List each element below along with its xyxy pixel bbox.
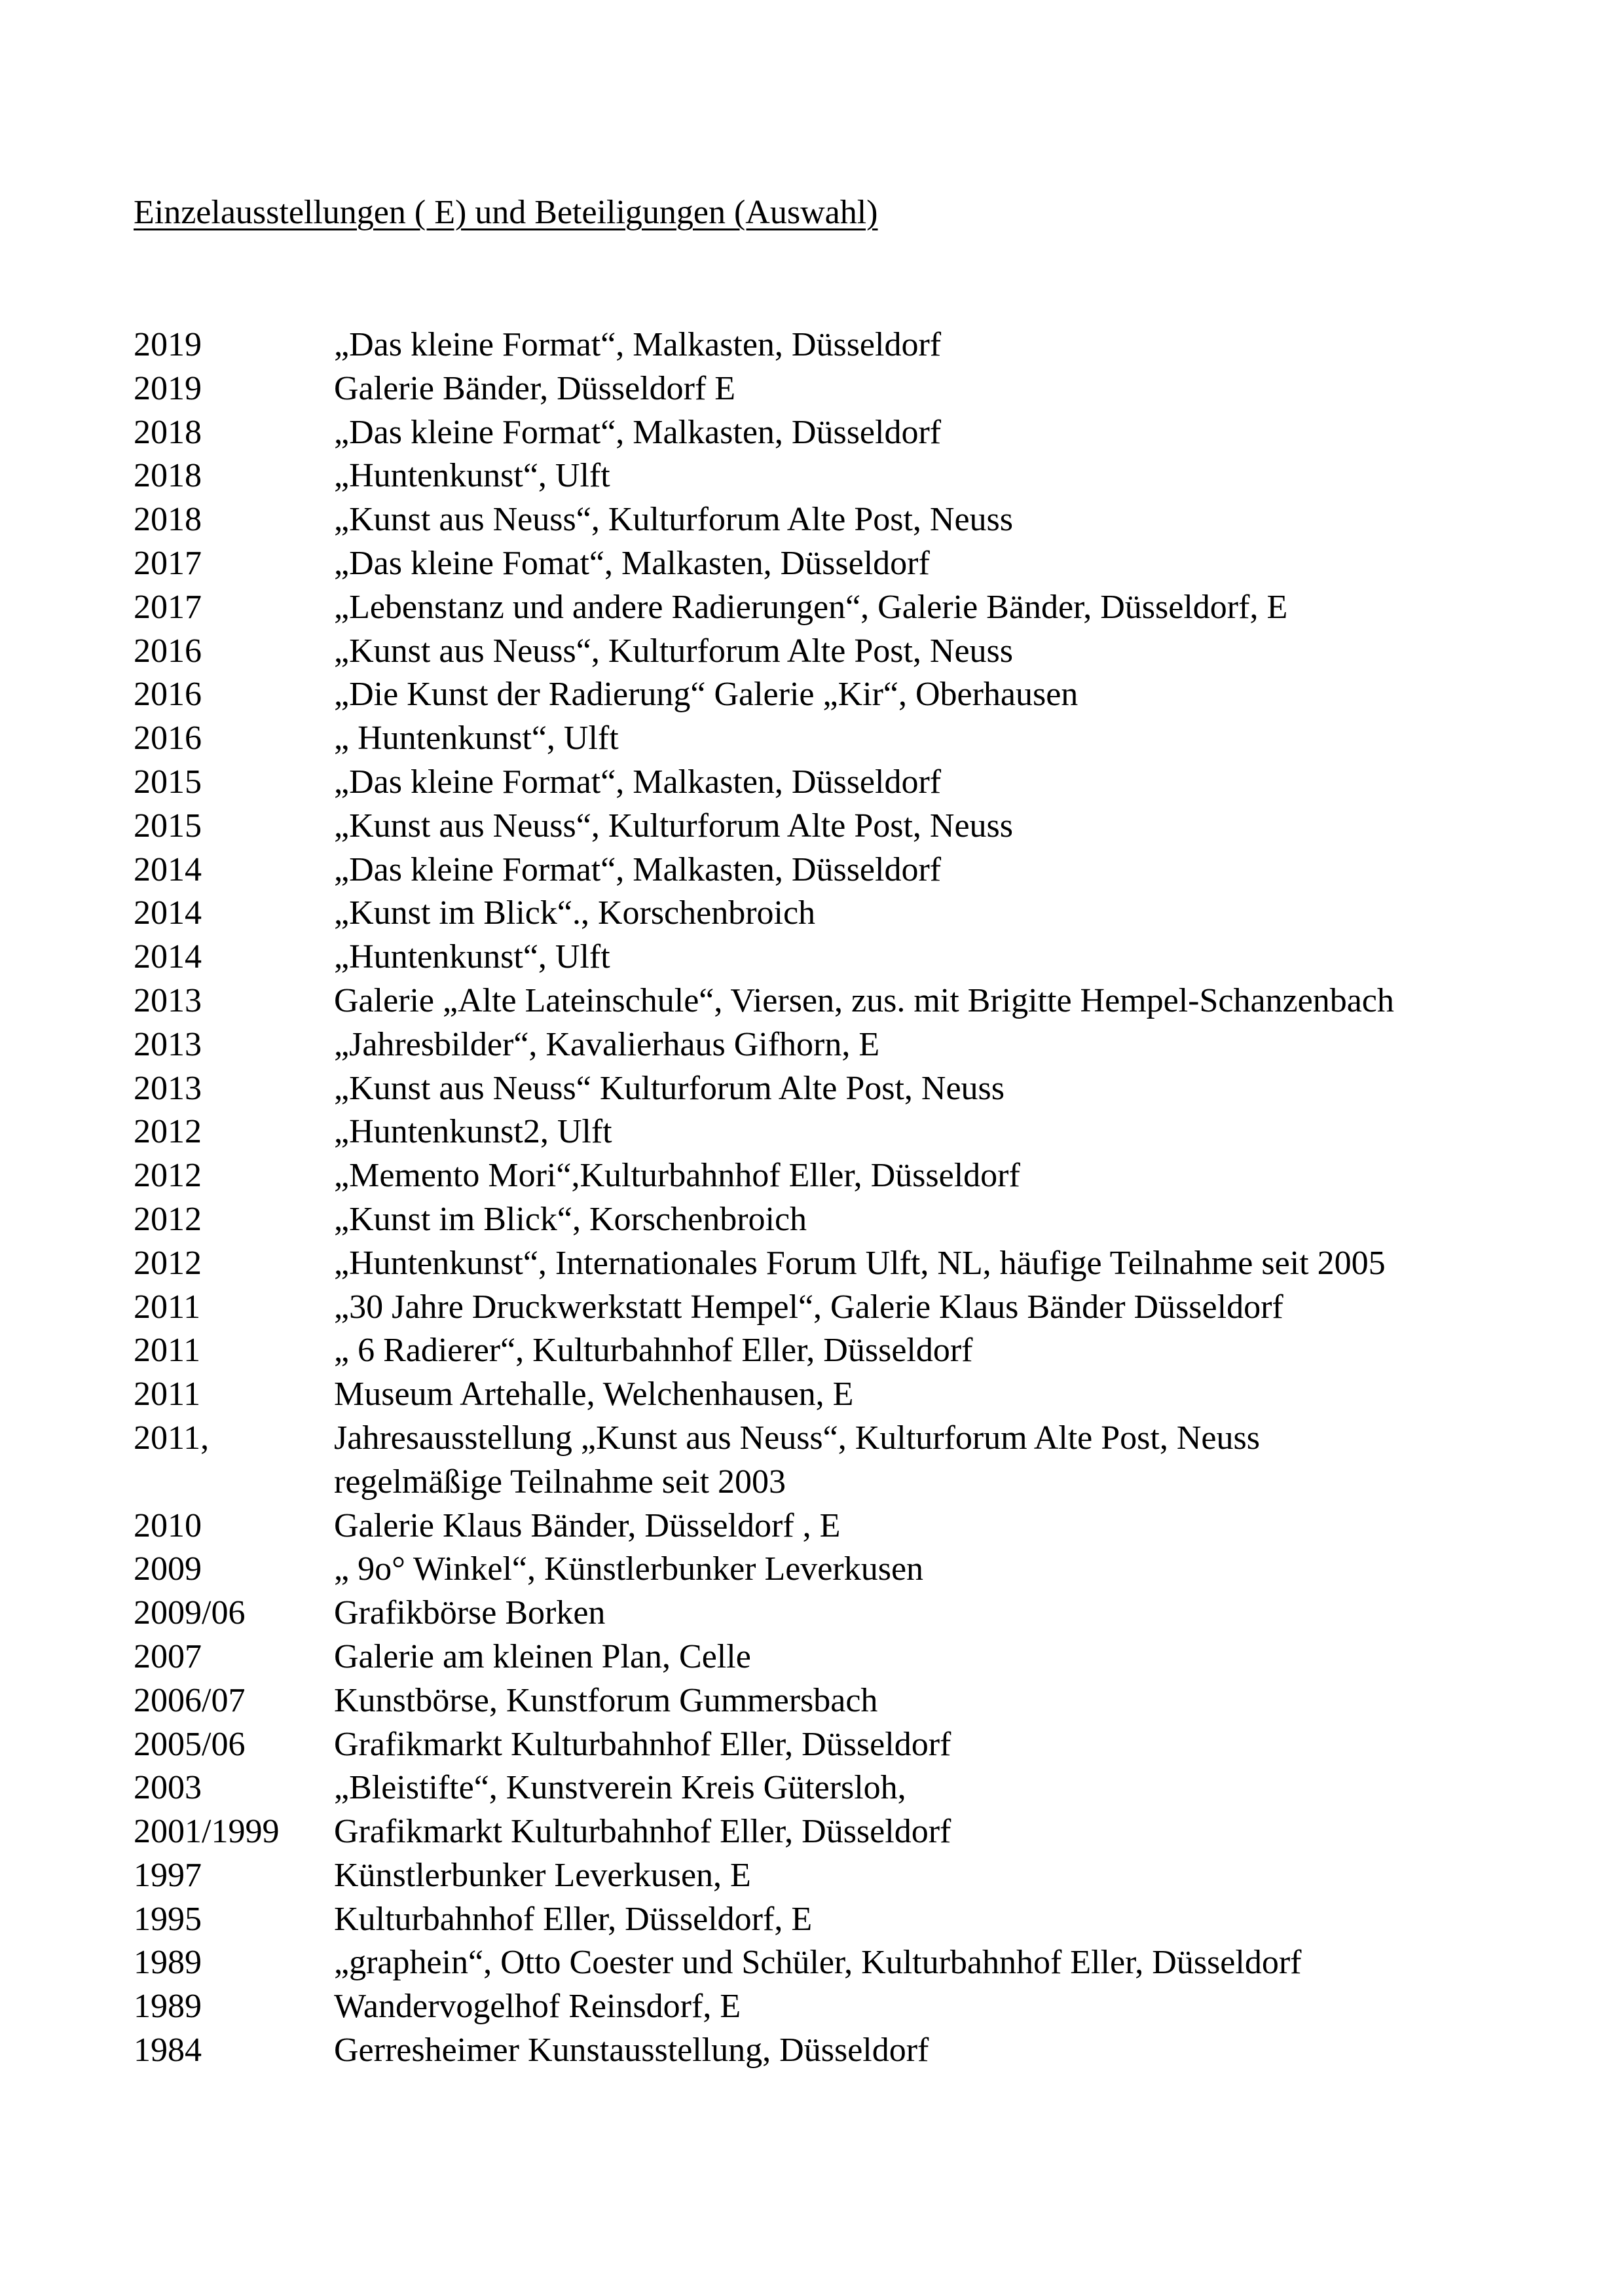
entry-text: „Huntenkunst“, Ulft xyxy=(334,457,610,495)
entry-year: 2016 xyxy=(134,632,202,670)
page-heading: Einzelausstellungen ( E) und Beteiligungen (Auswahl) xyxy=(134,194,878,231)
entry-year: 2014 xyxy=(134,938,202,976)
entry-text: „Bleistifte“, Kunstverein Kreis Gütersloh, xyxy=(334,1769,906,1807)
exhibition-row xyxy=(134,2029,1600,2073)
entry-year: 1984 xyxy=(134,2032,202,2069)
entry-year: 2011 xyxy=(134,1332,201,1370)
entry-text: „Kunst aus Neuss“, Kulturforum Alte Post, Neuss xyxy=(334,807,1014,845)
exhibition-row xyxy=(134,1548,1600,1592)
exhibition-list xyxy=(134,323,1600,2073)
entry-text: „Lebenstanz und andere Radierungen“, Galerie Bänder, Düsseldorf, E xyxy=(334,588,1288,626)
exhibition-row xyxy=(134,1985,1600,2029)
exhibition-row xyxy=(134,542,1600,586)
entry-year: 2017 xyxy=(134,588,202,626)
entry-year: 2014 xyxy=(134,850,202,888)
entry-text: „Huntenkunst“, Ulft xyxy=(334,938,610,976)
exhibition-row xyxy=(134,1679,1600,1723)
entry-year: 2012 xyxy=(134,1244,202,1282)
entry-text: Kulturbahnhof Eller, Düsseldorf, E xyxy=(334,1900,813,1938)
exhibition-row xyxy=(134,1198,1600,1242)
exhibition-row xyxy=(134,936,1600,979)
exhibition-row xyxy=(134,979,1600,1023)
exhibition-row xyxy=(134,1329,1600,1373)
exhibition-row xyxy=(134,848,1600,892)
entry-year: 2018 xyxy=(134,457,202,495)
entry-text: Galerie am kleinen Plan, Celle xyxy=(334,1637,751,1675)
entry-text: „Memento Mori“,Kulturbahnhof Eller, Düsseldorf xyxy=(334,1157,1020,1195)
entry-text: Museum Artehalle, Welchenhausen, E xyxy=(334,1376,854,1413)
entry-text: „Das kleine Format“, Malkasten, Düsseldorf xyxy=(334,326,942,363)
exhibition-row xyxy=(134,1898,1600,1942)
entry-year: 1997 xyxy=(134,1856,202,1894)
exhibition-row xyxy=(134,1723,1600,1767)
entry-year: 2009/06 xyxy=(134,1594,246,1632)
exhibition-row xyxy=(134,717,1600,761)
entry-text: „Kunst aus Neuss“, Kulturforum Alte Post, Neuss xyxy=(334,632,1014,670)
entry-year: 2019 xyxy=(134,369,202,407)
entry-text xyxy=(334,1417,1600,1504)
entry-year: 1989 xyxy=(134,1944,202,1982)
exhibition-row xyxy=(134,1504,1600,1548)
exhibition-row xyxy=(134,1023,1600,1067)
exhibition-row xyxy=(134,1417,1600,1504)
entry-text: „Die Kunst der Radierung“ Galerie „Kir“, Oberhausen xyxy=(334,676,1079,714)
entry-text: „Jahresbilder“, Kavalierhaus Gifhorn, E xyxy=(334,1025,880,1063)
entry-year: 2007 xyxy=(134,1637,202,1675)
entry-year: 2013 xyxy=(134,981,202,1019)
entry-year: 2009 xyxy=(134,1550,202,1588)
exhibition-row xyxy=(134,498,1600,542)
entry-text: Künstlerbunker Leverkusen, E xyxy=(334,1856,751,1894)
entry-text: Galerie Bänder, Düsseldorf E xyxy=(334,369,736,407)
exhibition-row xyxy=(134,630,1600,674)
entry-year: 2015 xyxy=(134,807,202,845)
entry-year: 2010 xyxy=(134,1506,202,1544)
entry-text: Grafikmarkt Kulturbahnhof Eller, Düsseldorf xyxy=(334,1813,951,1851)
exhibition-row xyxy=(134,1766,1600,1810)
entry-text: „Kunst im Blick“., Korschenbroich xyxy=(334,894,816,932)
exhibition-row xyxy=(134,1941,1600,1985)
entry-text: „Kunst im Blick“, Korschenbroich xyxy=(334,1200,807,1238)
entry-text: „ 6 Radierer“, Kulturbahnhof Eller, Düsseldorf xyxy=(334,1332,973,1370)
exhibition-row xyxy=(134,1373,1600,1417)
entry-year: 2016 xyxy=(134,676,202,714)
entry-year: 2019 xyxy=(134,326,202,363)
entry-text: Kunstbörse, Kunstforum Gummersbach xyxy=(334,1681,878,1719)
entry-text: „Kunst aus Neuss“, Kulturforum Alte Post, Neuss xyxy=(334,501,1014,539)
exhibition-row xyxy=(134,1067,1600,1111)
entry-text-line: regelmäßige Teilnahme seit 2003 xyxy=(334,1463,786,1501)
entry-text: Galerie „Alte Lateinschule“, Viersen, zus. mit Brigitte Hempel-Schanzenbach xyxy=(334,981,1394,1019)
entry-text: „ Huntenkunst“, Ulft xyxy=(334,720,619,757)
exhibition-row xyxy=(134,367,1600,411)
entry-text: Galerie Klaus Bänder, Düsseldorf , E xyxy=(334,1506,841,1544)
entry-year: 2011 xyxy=(134,1288,201,1326)
entry-year: 2012 xyxy=(134,1200,202,1238)
exhibition-row xyxy=(134,586,1600,630)
entry-text: „ 9o° Winkel“, Künstlerbunker Leverkusen xyxy=(334,1550,924,1588)
exhibition-row xyxy=(134,892,1600,936)
entry-year: 2018 xyxy=(134,413,202,451)
entry-text: „Huntenkunst“, Internationales Forum Ulft, NL, häufige Teilnahme seit 2005 xyxy=(334,1244,1386,1282)
entry-text: Wandervogelhof Reinsdorf, E xyxy=(334,1988,741,2026)
exhibition-row xyxy=(134,1242,1600,1286)
entry-text: Gerresheimer Kunstausstellung, Düsseldorf xyxy=(334,2032,929,2069)
entry-year: 2013 xyxy=(134,1025,202,1063)
entry-year: 2006/07 xyxy=(134,1681,246,1719)
entry-text: „graphein“, Otto Coester und Schüler, Kulturbahnhof Eller, Düsseldorf xyxy=(334,1944,1302,1982)
entry-text: „Kunst aus Neuss“ Kulturforum Alte Post, Neuss xyxy=(334,1069,1005,1107)
entry-year: 2012 xyxy=(134,1113,202,1151)
exhibition-row xyxy=(134,1592,1600,1635)
exhibition-row xyxy=(134,1286,1600,1330)
entry-year: 2011 xyxy=(134,1376,201,1413)
entry-year: 2017 xyxy=(134,544,202,582)
entry-year: 2003 xyxy=(134,1769,202,1807)
exhibition-row xyxy=(134,761,1600,805)
exhibition-row xyxy=(134,1110,1600,1154)
entry-year: 2011, xyxy=(134,1419,210,1457)
entry-text: „30 Jahre Druckwerkstatt Hempel“, Galerie Klaus Bänder Düsseldorf xyxy=(334,1288,1283,1326)
exhibition-row xyxy=(134,1635,1600,1679)
entry-year: 2005/06 xyxy=(134,1725,246,1763)
exhibition-row xyxy=(134,411,1600,455)
entry-year: 2012 xyxy=(134,1157,202,1195)
entry-text: „Das kleine Fomat“, Malkasten, Düsseldorf xyxy=(334,544,930,582)
exhibition-row xyxy=(134,673,1600,717)
entry-text: Grafikbörse Borken xyxy=(334,1594,606,1632)
exhibition-row xyxy=(134,454,1600,498)
entry-text: „Huntenkunst2, Ulft xyxy=(334,1113,612,1151)
exhibition-row xyxy=(134,323,1600,367)
entry-text: „Das kleine Format“, Malkasten, Düsseldorf xyxy=(334,413,942,451)
entry-text: „Das kleine Format“, Malkasten, Düsseldorf xyxy=(334,850,942,888)
entry-year: 1995 xyxy=(134,1900,202,1938)
exhibition-row xyxy=(134,1854,1600,1898)
entry-text: Grafikmarkt Kulturbahnhof Eller, Düsseldorf xyxy=(334,1725,951,1763)
entry-year: 2016 xyxy=(134,720,202,757)
exhibition-row xyxy=(134,1154,1600,1198)
entry-year: 2015 xyxy=(134,763,202,801)
exhibition-row xyxy=(134,805,1600,848)
entry-year: 1989 xyxy=(134,1988,202,2026)
entry-text-line: Jahresausstellung „Kunst aus Neuss“, Kulturforum Alte Post, Neuss xyxy=(334,1419,1260,1457)
exhibition-row xyxy=(134,1810,1600,1854)
entry-year: 2014 xyxy=(134,894,202,932)
entry-year: 2018 xyxy=(134,501,202,539)
entry-year: 2013 xyxy=(134,1069,202,1107)
entry-text: „Das kleine Format“, Malkasten, Düsseldorf xyxy=(334,763,942,801)
entry-year: 2001/1999 xyxy=(134,1813,280,1851)
